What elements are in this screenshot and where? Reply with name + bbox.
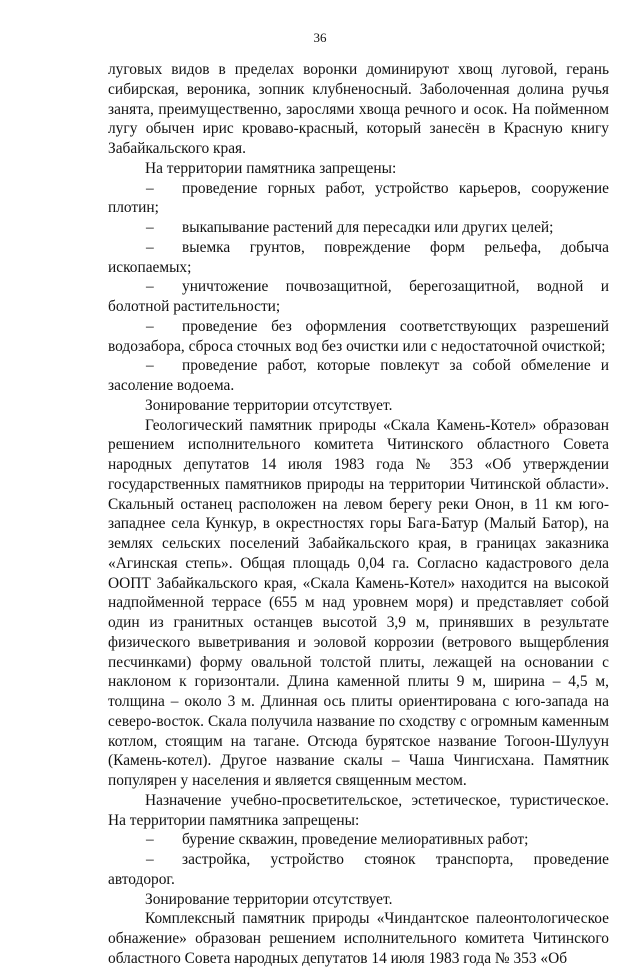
list-item-text: проведение горных работ, устройство карьеров, сооружение плотин; [108,179,609,217]
list-item-text: уничтожение почвозащитной, берегозащитной, водной и болотной растительности; [108,278,609,315]
paragraph: Геологический памятник природы «Скала Камень-Котел» образован решением исполнительного комитета Читинского областного Совета народных депутатов 14 июля 1983 года № 353 «Об утверждении государственных памятников природы на территории Читинской области». Скальный останец расположен на левом берегу реки Онон, в 11 км юго-западнее села Кункур, в окрестностях горы Бага-Батур (Малый Батор), на землях сельских поселений Забайкальского края, в границах заказника «Агинская степь». Общая площадь 0,04 га. Согласно кадастрового дела ООПТ Забайкальского края, «Скала Камень-Котел» находится на высокой надпойменной террасе (655 м над уровнем моря) и представляет собой один из гранитных останцев высотой 3,9 м, принявших в результате физического выветривания и эоловой коррозии (ветрового выщербления песчинками) форму овальной толстой плиты, лежащей на основании с наклоном к горизонтали. Длина каменной плиты 9 м, ширина – 4,5 м, толщина – около 3 м. Длинная ось плиты ориентирована с юго-запада на северо-восток. Скала получила название по сходству с огромным каменным котлом, стоящим на тагане. Отсюда бурятское название Тогоон-Шулуун (Камень-котел). Другое название скалы – Чаша Чингисхана. Памятник популярен у населения и является священным местом. [108,416,609,789]
list-item [108,356,609,396]
list-dash: – [146,317,154,335]
list-item [108,179,609,219]
list-item-text: застройка, устройство стоянок транспорта, проведение автодорог. [108,851,609,888]
list-dash: – [146,219,154,236]
list-item [108,317,609,357]
list-item-text: выкапывание растений для пересадки или других целей; [182,219,554,236]
paragraph: Назначение учебно-просветительское, эстетическое, туристическое. На территории памятника запрещены: [108,791,609,829]
list-item-text: проведение без оформления соответствующих разрешений водозабора, сброса сточных вод без очистки или с недостаточной очисткой; [108,317,609,355]
list-item-text: проведение работ, которые повлекут за собой обмеление и засоление водоема. [108,357,609,394]
list-dash: – [146,831,154,849]
list-item [108,218,609,238]
list-item [108,277,609,317]
paragraph: Зонирование территории отсутствует. [145,396,393,414]
page-number: 36 [313,30,327,45]
list-item-text: выемка грунтов, повреждение форм рельефа, добыча ископаемых; [108,238,609,276]
list-item [108,238,609,278]
list-dash: – [146,238,154,256]
list-dash: – [146,179,154,197]
paragraph: На территории памятника запрещены: [145,159,397,177]
list-item-text: бурение скважин, проведение мелиоративных работ; [182,831,529,849]
paragraph: луговых видов в пределах воронки доминируют хвощ луговой, герань сибирская, вероника, зопник клубненосный. Заболоченная долина ручья занята, преимущественно, зарослями хвоща речного и осок. На пойменном лугу обычен ирис кроваво-красный, который занесён в Красную книгу Забайкальского края. [108,61,609,157]
list-dash: – [146,278,154,296]
list-item [108,830,609,850]
list-dash: – [146,357,154,375]
paragraph: Комплексный памятник природы «Чиндантское палеонтологическое обнажение» образован решением исполнительного комитета Читинского областного Совета народных депутатов 14 июля 1983 года № 353 «Об [108,910,609,967]
paragraph: Зонирование территории отсутствует. [145,890,393,908]
list-dash: – [146,851,154,868]
body-text [108,60,609,969]
list-item [108,850,609,890]
